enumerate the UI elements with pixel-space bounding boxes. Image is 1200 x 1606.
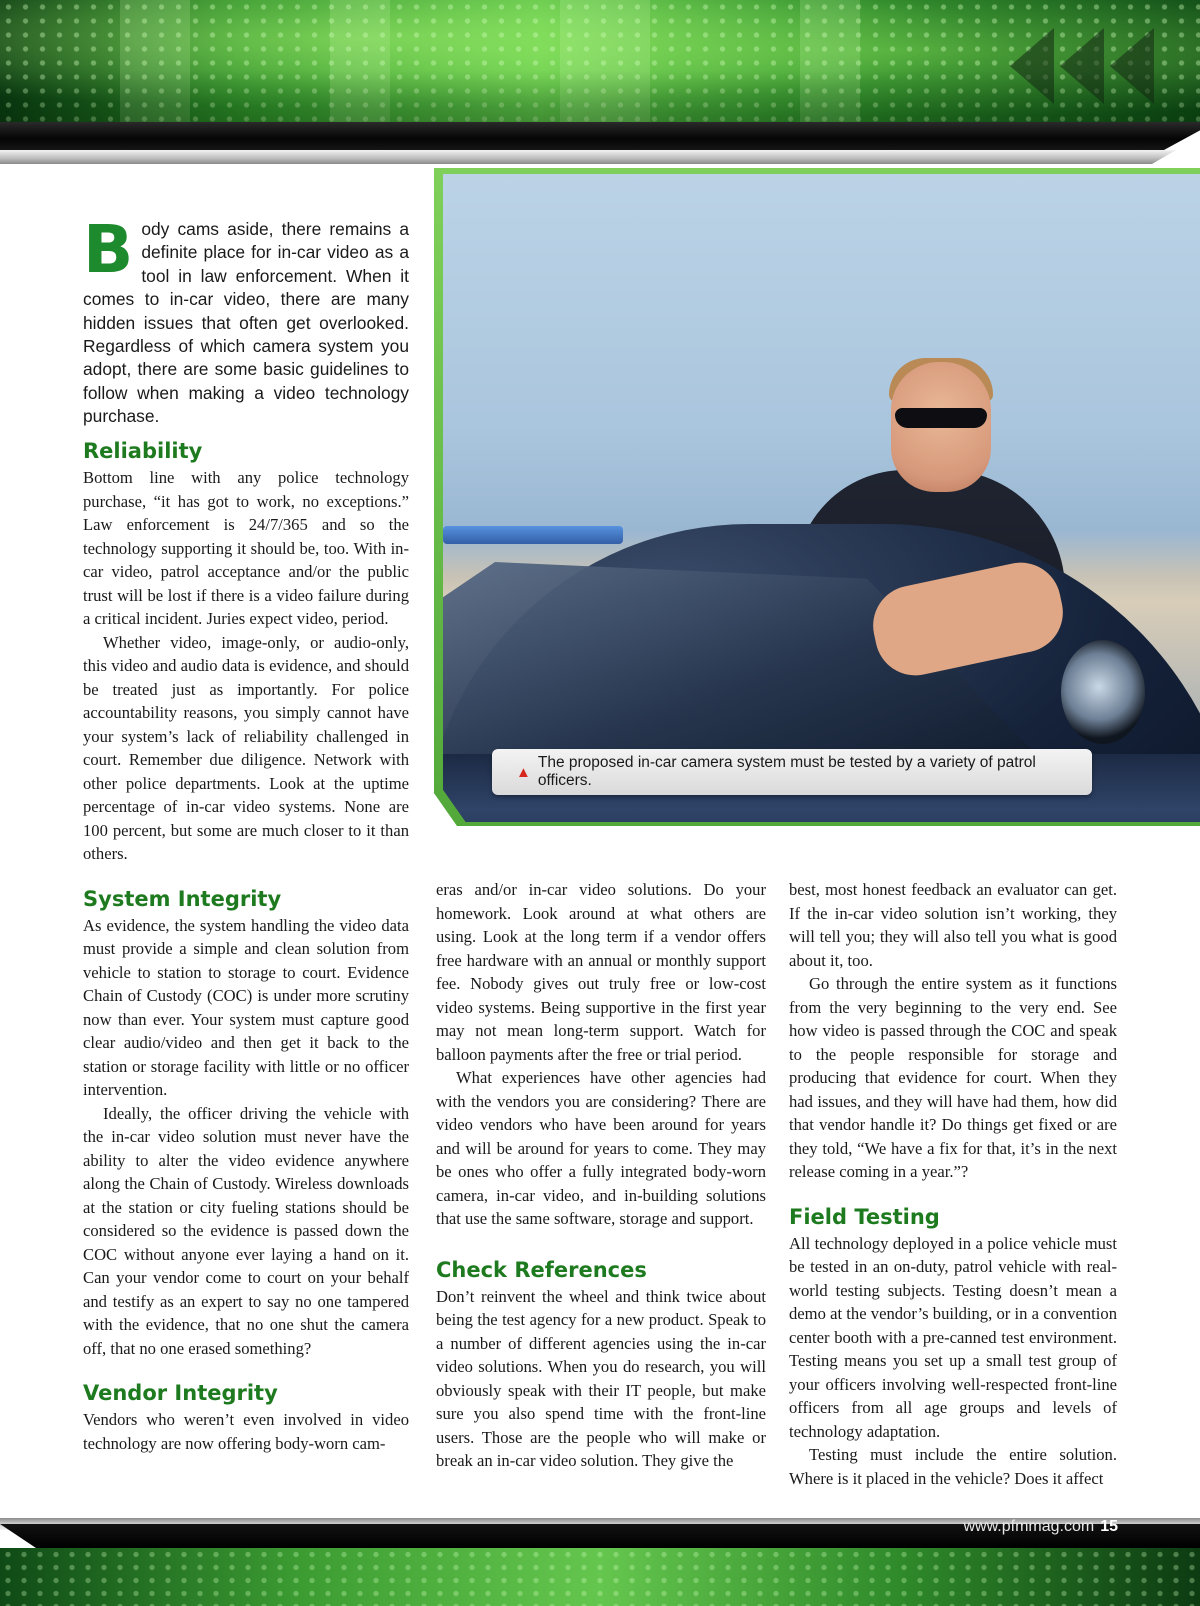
spotlight (1061, 640, 1145, 744)
heading-field-testing: Field Testing (789, 1204, 940, 1229)
paragraph: eras and/or in-car video solutions. Do your homework. Look around at what others are using. Look at the long term if a vendor offers free hardware with an annual or monthly support fee. Nobody gives out truly free or low-cost video systems. Being supportive in the first year may not mean long-term support. Watch for balloon payments after the free or trial period. (436, 880, 766, 1064)
page-number: 15 (1100, 1518, 1118, 1535)
paragraph: Go through the entire system as it functions from the very beginning to the very end. See how video is passed through the COC and speak to the people responsible for storage and producing that evidence for court. When they had issues, and they will have had them, how did that vendor handle it? Do things get fixed or are they told, “We have a fix for that, it’s in the next release coming in a year.”? (789, 974, 1117, 1181)
paragraph: Vendors who weren’t even involved in video technology are now offering body-worn cam- (83, 1410, 409, 1453)
paragraph: As evidence, the system handling the video data must provide a simple and clean solution from vehicle to station to storage to court. Evidence Chain of Custody (COC) is under more scrutiny now than ever. Your system must capture good clear audio/video and then get it back to the station or storage facility with little or no officer intervention. (83, 915, 409, 1099)
heading-vendor-integrity: Vendor Integrity (83, 1381, 278, 1405)
paragraph: Ideally, the officer driving the vehicle with the in-car video solution must never have the ability to alter the video evidence anywhere along the Chain of Custody. Wireless downloads at the station or city fueling stations should be considered so the evidence is passed down the COC without anyone ever laying a hand on it. Can your vendor come to court on your behalf and testify as an expert to say no one tampered with the evidence, that no one shut the camera off, that no one erased something? (83, 1103, 409, 1358)
caption-text: The proposed in-car camera system must be tested by a variety of patrol officers. (537, 754, 1036, 789)
paragraph: Bottom line with any police technology purchase, “it has got to work, no exceptions.” Law enforcement is 24/7/365 and so the technology supporting it should be, too. With in-car video, patrol acceptance and/or the public trust will be lost if there is a video failure during a critical incident. Juries expect video, period. (83, 468, 409, 628)
paragraph: Don’t reinvent the wheel and think twice about being the test agency for a new product. Speak to a number of different agencies using the in-car video solutions. When you do research, you will obviously speak with their IT people, but make sure you also spend time with the front-line users. Those are the people who will make or break an in-car video solution. They give the (436, 1286, 766, 1470)
header-black-stripe (0, 122, 1200, 150)
heading-reliability: Reliability (83, 439, 203, 463)
header-circuit-banner (0, 0, 1200, 128)
heading-check-references: Check References (436, 1257, 647, 1282)
light-bar (443, 526, 623, 544)
column-right (789, 878, 1117, 1490)
photo-caption (492, 749, 1092, 795)
column-middle (436, 878, 766, 1473)
paragraph: All technology deployed in a police vehicle must be tested in an on-duty, patrol vehicle with real-world testing subjects. Testing doesn’t mean a demo at the vendor’s building, or in a convention center booth with a pre-canned test environment. Testing means you set up a small test group of your officers involving well-respected front-line officers from all age groups and levels of technology adaptation. (789, 1233, 1117, 1441)
paragraph: What experiences have other agencies had with the vendors you are considering? There are video vendors who have been around for years and will be around for years to come. They may be ones who offer a fully integrated body-worn camera, in-car video, and in-building solutions that use the same software, storage and support. (436, 1068, 766, 1228)
officer-patrol-car-photo (443, 174, 1200, 822)
paragraph: Testing must include the entire solution. Where is it placed in the vehicle? Does it affect (789, 1445, 1117, 1488)
footer-circuit-banner (0, 1548, 1200, 1606)
page-folio (964, 1513, 1119, 1541)
circuit-dot-pattern (0, 1548, 1200, 1606)
drop-cap: B (83, 211, 134, 288)
header-silver-stripe (0, 150, 1200, 164)
website-url: www.pfmmag.com (963, 1518, 1095, 1535)
intro-paragraph (83, 211, 409, 429)
paragraph: Whether video, image-only, or audio-only, this video and audio data is evidence, and should be treated just as importantly. For police accountability reasons, you simply cannot have your system’s lack of reliability challenged in court. Remember due diligence. Network with other police departments. Look at the uptime percentage of in-car video systems. None are 100 percent, but some are much closer to it than others. (83, 632, 409, 863)
column-left (83, 436, 409, 1455)
banner-shade (0, 0, 1200, 128)
intro-text: ody cams aside, there remains a definite place for in-car video as a tool in law enforcement. When it comes to in-car video, there are many hidden issues that often get overlooked. Regardless of which camera system you adopt, there are some basic guidelines to follow when making a video technology purchase. (83, 219, 409, 427)
sunglasses (895, 408, 987, 428)
paragraph: best, most honest feedback an evaluator can get. If the in-car video solution isn’t working, they will tell you; they will also tell you what is good about it, too. (789, 880, 1117, 970)
heading-system-integrity: System Integrity (83, 886, 282, 911)
triangle-up-icon: ▲ (516, 763, 531, 781)
intro-block (83, 211, 409, 429)
